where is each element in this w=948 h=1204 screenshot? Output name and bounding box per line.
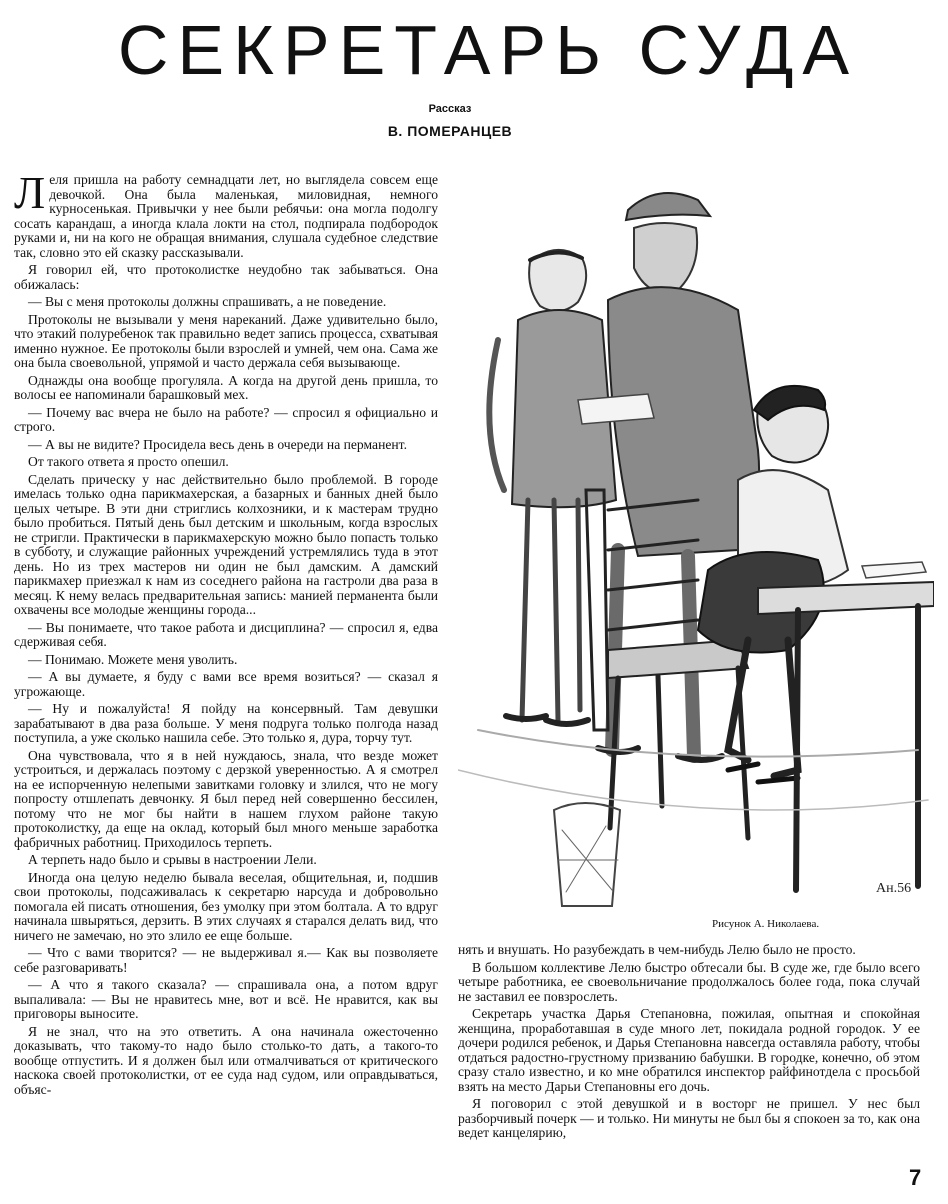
boy-figure bbox=[529, 250, 586, 311]
paragraph: — А вы думаете, я буду с вами все время возиться? — сказал я угрожающе. bbox=[14, 669, 438, 699]
paragraph: Секретарь участка Дарья Степановна, пожилая, опытная и спокойная женщина, проработавшая в суде много лет, покидала родной городок. У ее дочери родился ребенок, и Дарья Степановна навсегда оставляла работу, чтобы отдаться радостно-грустному призванию бабушки. В городке, конечно, об этом сразу стало известно, и ко мне обратился инспектор райфинотдела с просьбой взять на место Дарьи Степановны его дочь. bbox=[458, 1006, 920, 1094]
paragraph: Я поговорил с этой девушкой и в восторг не пришел. У нес был разборчивый почерк — и только. Ни минуты не был бы я спокоен за то, как она ведет канцелярию, bbox=[458, 1096, 920, 1140]
man-figure bbox=[626, 193, 710, 220]
paragraph: Я не знал, что на это ответить. А она начинала ожесточенно доказывать, что такому-то надо было столько-то дать, а такого-то вообще отпустить. И я должен был или отмалчиваться от критического наскока своей протоколистки, от ее суда над судом, или оправдываться, объяс- bbox=[14, 1023, 438, 1097]
paragraph: Я говорил ей, что протоколистке неудобно так забываться. Она обижалась: bbox=[14, 262, 438, 292]
paragraph: — А вы не видите? Просидела весь день в очереди на перманент. bbox=[28, 436, 407, 452]
illustration-caption: Рисунок А. Николаева. bbox=[712, 918, 820, 930]
paragraph: — Ну и пожалуйста! Я пойду на консервный. Там девушки зарабатывают в два раза больше. У меня подруга только полгода назад поступила, а уже сколько нашила себе. Это только я, дура, торчу тут. bbox=[14, 701, 438, 745]
paragraph: Однажды она вообще прогуляла. А когда на другой день пришла, то волосы ее напоминали барашковый мех. bbox=[14, 372, 438, 402]
paragraph: нять и внушать. Но разубеждать в чем-нибудь Лелю было не просто. bbox=[458, 943, 856, 957]
right-column bbox=[458, 943, 920, 1203]
paragraph: — Понимаю. Можете меня уволить. bbox=[28, 651, 238, 667]
paragraph: Сделать прическу у нас действительно было проблемой. В городе имелась только одна парикмахерская, а базарных и банных дней было целых четыре. В эти дни стриглись колхозники, и к мастерам трудно было пробиться. Пятый день был детским и школьным, когда взрослых не стригли. Практически в парикмахерскую можно было попасть только в субботу, и служащие районных учреждений устремлялись туда в этот день. Но из трех мастеров ни один не был дамским. А дамский парикмахер приезжал к нам из соседнего района на гастроли два раза в месяц. К нему велась предварительная запись: манией перманента были охвачены все молодые женщины города... bbox=[14, 471, 438, 617]
paragraph: — Почему вас вчера не было на работе? — спросил я официально и строго. bbox=[14, 404, 438, 434]
paragraph: — Вы с меня протоколы должны спрашивать, а не поведение. bbox=[28, 294, 387, 309]
story-genre: Рассказ bbox=[428, 103, 472, 115]
illustration bbox=[458, 170, 934, 910]
author-name: В. ПОМЕРАНЦЕВ bbox=[387, 123, 513, 139]
paragraph: От такого ответа я просто опешил. bbox=[28, 454, 229, 469]
paragraph: Протоколы не вызывали у меня нареканий. Даже удивительно было, что этакий полуребенок так правильно ведет запись процесса, схватывая именно нужное. Ее протоколы были взрослей и умней, чем она. Сама же она была своевольной, упрямой и часто держала себя вызывающе. bbox=[14, 311, 438, 370]
left-column bbox=[14, 173, 438, 1203]
desk bbox=[758, 582, 934, 614]
drop-cap: Л bbox=[14, 173, 46, 218]
paragraph: — Что с вами творится? — не выдерживал я.— Как вы позволяете себе разговаривать! bbox=[14, 945, 438, 975]
paragraph: Иногда она целую неделю бывала веселая, общительная, и, подшив свои протоколы, подсаживалась к секретарю нарсуда и добровольно помогала ей писать отношения, без умолку при этом болтала. А то вдруг начинала швыряться, дерзить. В этих случаях я старался делать вид, что ничего не замечаю, но это злило ее еще больше. bbox=[14, 869, 438, 943]
paragraph: — Вы понимаете, что такое работа и дисциплина? — спросил я, едва сдерживая себя. bbox=[14, 619, 438, 649]
paragraph: — А что я такого сказала? — спрашивала она, а потом вдруг выпаливала: — Вы не нравитесь мне, вот и всё. Не нравится, как вы приговоры выносите. bbox=[14, 977, 438, 1021]
paragraph: А терпеть надо было и срывы в настроении Лели. bbox=[28, 852, 317, 867]
page-title: СЕКРЕТАРЬ СУДА bbox=[117, 11, 859, 89]
paragraph: Она чувствовала, что я в ней нуждаюсь, знала, что везде может устроиться, и держалась поэтому с дерзкой уверенностью. А я смотрел на ее испорченную нелепыми завитками головку и злился, что не могу попросту отшлепать девчонку. Я был перед ней совершенно бессилен, потому что не мог бы найти в нашем глухом районе такую протоколистку, да еще на оклад, который был много меньше заработка фабричных работниц. Приходилось терпеть. bbox=[14, 747, 438, 850]
paragraph: В большом коллективе Лелю быстро обтесали бы. В суде же, где было всего четыре работника, ее своевольничание продолжалось более года, пока случай не заставил ее повзрослеть. bbox=[458, 959, 920, 1004]
artist-signature: Ан.56 bbox=[876, 881, 912, 896]
page-number: 7 bbox=[909, 1165, 922, 1190]
paragraph: Леля пришла на работу семнадцати лет, но выглядела совсем еще девочкой. Она была маленькая, миловидная, немного курносенькая. Привычки у нее были ребячьи: она могла подолгу сосать карандаш, а иногда клала локти на стол, подпирала подбородок руками и, ни на кого не обращая внимания, слушала судебное следствие так, словно это ей сказку рассказывали. bbox=[14, 173, 438, 260]
